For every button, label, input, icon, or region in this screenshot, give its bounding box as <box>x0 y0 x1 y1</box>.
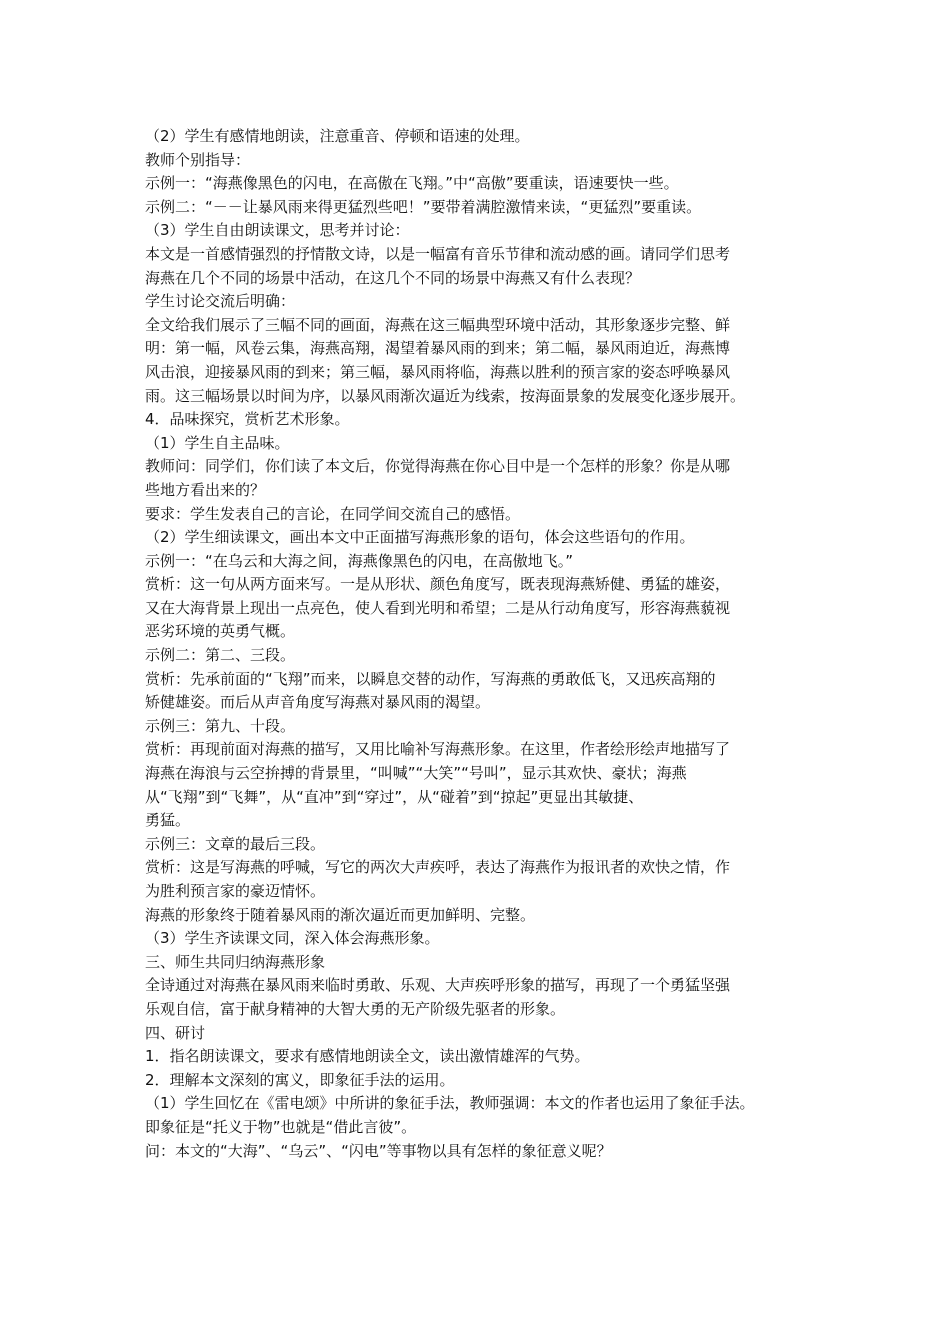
text-line: 示例一：“海燕像黑色的闪电，在高傲在飞翔。”中“高傲”要重读，语速要快一些。 <box>145 174 679 193</box>
text-line: （3）学生自由朗读课文，思考并讨论： <box>145 221 410 240</box>
text-line: 恶劣环境的英勇气概。 <box>145 622 296 641</box>
text-line: 本文是一首感情强烈的抒情散文诗，以是一幅富有音乐节律和流动感的画。请同学们思考 <box>145 244 731 263</box>
text-line: 问：本文的“大海”、“乌云”、“闪电”等事物以具有怎样的象征意义呢？ <box>145 1141 612 1160</box>
text-line: 三、师生共同归纳海燕形象 <box>145 952 326 971</box>
text-line: （1）学生回忆在《雷电颂》中所讲的象征手法，教师强调：本文的作者也运用了象征手法。 <box>145 1094 755 1113</box>
text-line: 赏析：这一句从两方面来写。一是从形状、颜色角度写，既表现海燕矫健、勇猛的雄姿， <box>145 575 731 594</box>
text-line: 从“飞翔”到“飞舞”，从“直冲”到“穿过”，从“碰着”到“掠起”更显出其敏捷、 <box>145 787 644 806</box>
text-line: 些地方看出来的？ <box>145 480 266 499</box>
text-line: 赏析：这是写海燕的呼喊，写它的两次大声疾呼，表达了海燕作为报讯者的欢快之情，作 <box>145 858 731 877</box>
text-line: 即象征是“托义于物”也就是“借此言彼”。 <box>145 1117 417 1136</box>
text-line: 示例一：“在乌云和大海之间，海燕像黑色的闪电，在高傲地飞。” <box>145 551 574 570</box>
text-line: （2）学生有感情地朗读，注意重音、停顿和语速的处理。 <box>145 127 530 145</box>
text-line: 明：第一幅，风卷云集，海燕高翔，渴望着暴风雨的到来；第二幅，暴风雨迫近，海燕博 <box>145 339 731 358</box>
text-line: 示例三：第九、十段。 <box>145 716 296 735</box>
text-line: （2）学生细读课文，画出本文中正面描写海燕形象的语句，体会这些语句的作用。 <box>145 528 695 547</box>
text-line: 示例二：“－－让暴风雨来得更猛烈些吧！”要带着满腔激情来读，“更猛烈”要重读。 <box>145 197 702 216</box>
text-line: 赏析：先承前面的“飞翔”而来，以瞬息交替的动作，写海燕的勇敢低飞，又迅疾高翔的 <box>145 669 716 688</box>
text-line: 示例二：第二、三段。 <box>145 646 296 665</box>
text-line: 全诗通过对海燕在暴风雨来临时勇敢、乐观、大声疾呼形象的描写，再现了一个勇猛坚强 <box>145 976 731 995</box>
text-line: （3）学生齐读课文同，深入体会海燕形象。 <box>145 929 440 948</box>
text-line: 又在大海背景上现出一点亮色，使人看到光明和希望；二是从行动角度写，形容海燕藐视 <box>145 598 731 617</box>
text-line: 乐观自信，富于献身精神的大智大勇的无产阶级先驱者的形象。 <box>145 999 566 1018</box>
text-line: 示例三：文章的最后三段。 <box>145 834 326 853</box>
text-line: 海燕在几个不同的场景中活动，在这几个不同的场景中海燕又有什么表现？ <box>145 268 641 287</box>
text-line: （1）学生自主品味。 <box>145 433 290 452</box>
text-line: 全文给我们展示了三幅不同的画面，海燕在这三幅典型环境中活动，其形象逐步完整、鲜 <box>145 315 731 334</box>
text-line: 赏析：再现前面对海燕的描写，又用比喻补写海燕形象。在这里，作者绘形绘声地描写了 <box>145 740 731 759</box>
text-line: 矫健雄姿。而后从声音角度写海燕对暴风雨的渴望。 <box>145 693 491 712</box>
text-line: 2．理解本文深刻的寓义，即象征手法的运用。 <box>145 1070 455 1089</box>
text-line: 海燕在海浪与云空拚搏的背景里，“叫喊”“大笑”“号叫”，显示其欢快、豪状；海燕 <box>145 764 687 783</box>
text-line: 1．指名朗读课文，要求有感情地朗读全文，读出激情雄浑的气势。 <box>145 1047 590 1066</box>
text-line: 学生讨论交流后明确： <box>145 292 296 311</box>
text-line: 为胜利预言家的豪迈情怀。 <box>145 882 326 900</box>
text-line: 风击浪，迎接暴风雨的到来；第三幅，暴风雨将临，海燕以胜利的预言家的姿态呼唤暴风 <box>145 362 731 381</box>
text-line: 教师问：同学们，你们读了本文后，你觉得海燕在你心目中是一个怎样的形象？你是从哪 <box>145 457 731 476</box>
text-line: 教师个别指导： <box>145 150 251 169</box>
text-line: 海燕的形象终于随着暴风雨的渐次逼近而更加鲜明、完整。 <box>145 905 536 924</box>
text-line: 要求：学生发表自己的言论，在同学间交流自己的感悟。 <box>145 504 521 523</box>
text-line: 雨。这三幅场景以时间为序，以暴风雨渐次逼近为线索，按海面景象的发展变化逐步展开。 <box>145 386 746 405</box>
document-page <box>145 125 810 1163</box>
text-line: 四、研讨 <box>145 1023 206 1042</box>
text-line: 4．品味探究，赏析艺术形象。 <box>145 410 350 429</box>
text-line: 勇猛。 <box>145 811 191 830</box>
